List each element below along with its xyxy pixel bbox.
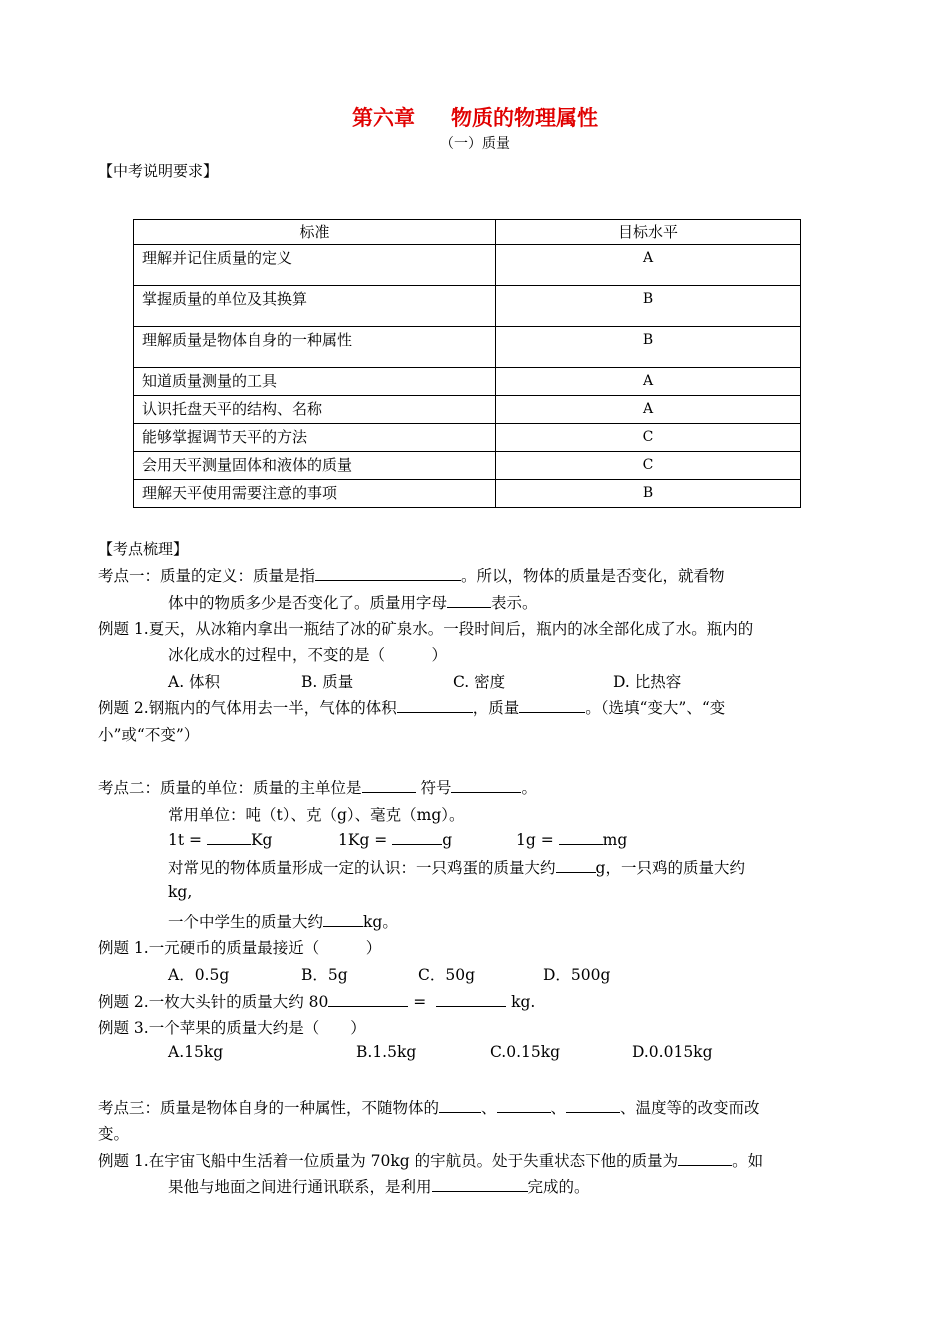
- table-row: [134, 327, 801, 368]
- table-row: [134, 286, 801, 327]
- answer-blank[interactable]: [678, 1151, 732, 1166]
- point3-line2: 变。: [98, 1125, 130, 1143]
- point2-estimate-unit: kg,: [168, 883, 193, 901]
- answer-blank[interactable]: [328, 992, 408, 1007]
- question3-option-c: C.0.15kg: [490, 1043, 561, 1061]
- question2-line: 例题 2.一枚大头针的质量大约 80 = kg.: [98, 993, 536, 1011]
- standard-cell: 知道质量测量的工具: [134, 368, 496, 396]
- point2-estimate-line2: 一个中学生的质量大约 kg。: [168, 913, 398, 931]
- table-row: [134, 368, 801, 396]
- question3-option-d: D.0.015kg: [632, 1043, 713, 1061]
- standard-cell: 理解质量是物体自身的一种属性: [134, 327, 496, 368]
- level-cell: B: [496, 327, 801, 368]
- point2-estimate-line1: 对常见的物体质量形成一定的认识：一只鸡蛋的质量大约 g，一只鸡的质量大约: [168, 859, 745, 877]
- answer-blank[interactable]: [432, 1177, 528, 1192]
- question1-option-a: A．0.5g: [168, 966, 230, 984]
- example1-line1: 例题 1.夏天，从冰箱内拿出一瓶结了冰的矿泉水。一段时间后，瓶内的冰全部化成了水。瓶内的: [98, 620, 754, 638]
- point2-units: 常用单位：吨（t）、克（g）、毫克（mg）。: [168, 806, 465, 824]
- question1-option-b: B．5g: [301, 966, 348, 984]
- standard-cell: 认识托盘天平的结构、名称: [134, 396, 496, 424]
- standard-cell: 理解天平使用需要注意的事项: [134, 480, 496, 508]
- level-cell: C: [496, 424, 801, 452]
- key-points-heading: 【考点梳理】: [98, 540, 189, 558]
- standard-cell: 能够掌握调节天平的方法: [134, 424, 496, 452]
- level-cell: A: [496, 396, 801, 424]
- example1-option-c: C. 密度: [453, 673, 506, 691]
- level-cell: A: [496, 368, 801, 396]
- chapter-number: 第六章: [352, 105, 415, 130]
- answer-blank[interactable]: [556, 858, 596, 873]
- standard-cell: 会用天平测量固体和液体的质量: [134, 452, 496, 480]
- level-cell: B: [496, 480, 801, 508]
- example1-option-b: B. 质量: [301, 673, 354, 691]
- standard-cell: 掌握质量的单位及其换算: [134, 286, 496, 327]
- question1-option-c: C．50g: [418, 966, 476, 984]
- example1-option-a: A. 体积: [168, 673, 221, 691]
- chapter-topic: 物质的物理属性: [451, 105, 598, 130]
- example2-line2: 小”或“不变”）: [98, 726, 200, 744]
- example3-line1: 例题 1.在宇宙飞船中生活着一位质量为 70kg 的宇航员。处于失重状态下他的质量为 。如: [98, 1152, 764, 1170]
- example2-line1: 例题 2.钢瓶内的气体用去一半，气体的体积 ，质量 。（选填“变大”、“变: [98, 699, 726, 717]
- answer-blank[interactable]: [362, 778, 416, 793]
- section-subtitle: （一）质量: [440, 136, 510, 152]
- question3-option-a: A.15kg: [168, 1043, 224, 1061]
- example1-line2: 冰化成水的过程中，不变的是（ ）: [168, 646, 448, 664]
- point3-line1: 考点三：质量是物体自身的一种属性，不随物体的 、 、 、温度等的改变而改: [98, 1099, 760, 1117]
- table-row: [134, 452, 801, 480]
- point1-line2: 体中的物质多少是否变化了。质量用字母 表示。: [168, 594, 538, 612]
- conversion-g: 1g = mg: [516, 831, 628, 849]
- question3-option-b: B.1.5kg: [356, 1043, 417, 1061]
- answer-blank[interactable]: [439, 1098, 481, 1113]
- answer-blank[interactable]: [392, 830, 442, 845]
- answer-blank[interactable]: [323, 912, 363, 927]
- answer-blank[interactable]: [519, 698, 585, 713]
- answer-blank[interactable]: [497, 1098, 551, 1113]
- requirements-heading: 【中考说明要求】: [98, 162, 219, 180]
- level-cell: B: [496, 286, 801, 327]
- requirements-table: [133, 219, 801, 508]
- table-row: [134, 396, 801, 424]
- answer-blank[interactable]: [559, 830, 603, 845]
- table-row: [134, 424, 801, 452]
- conversion-ton: 1t = Kg: [168, 831, 273, 849]
- answer-blank[interactable]: [397, 698, 473, 713]
- question1-option-d: D．500g: [543, 966, 611, 984]
- table-row: [134, 245, 801, 286]
- answer-blank[interactable]: [447, 593, 491, 608]
- point2-line1: 考点二：质量的单位：质量的主单位是 符号 。: [98, 779, 537, 797]
- point1-line1: 考点一：质量的定义：质量是指 。所以，物体的质量是否变化，就看物: [98, 567, 725, 585]
- header-standard: 标准: [134, 220, 496, 245]
- answer-blank[interactable]: [207, 830, 251, 845]
- question1-text: 例题 1.一元硬币的质量最接近（ ）: [98, 939, 382, 957]
- example1-option-d: D. 比热容: [613, 673, 682, 691]
- header-level: 目标水平: [496, 220, 801, 245]
- standard-cell: 理解并记住质量的定义: [134, 245, 496, 286]
- conversion-kg: 1Kg = g: [338, 831, 453, 849]
- level-cell: A: [496, 245, 801, 286]
- answer-blank[interactable]: [451, 778, 521, 793]
- example3-line2: 果他与地面之间进行通讯联系，是利用 完成的。: [168, 1178, 590, 1196]
- chapter-title: [0, 102, 950, 132]
- answer-blank[interactable]: [566, 1098, 620, 1113]
- question3-text: 例题 3.一个苹果的质量大约是（ ）: [98, 1019, 366, 1037]
- answer-blank[interactable]: [436, 992, 506, 1007]
- level-cell: C: [496, 452, 801, 480]
- table-header-row: [134, 220, 801, 245]
- answer-blank[interactable]: [315, 566, 461, 581]
- table-row: [134, 480, 801, 508]
